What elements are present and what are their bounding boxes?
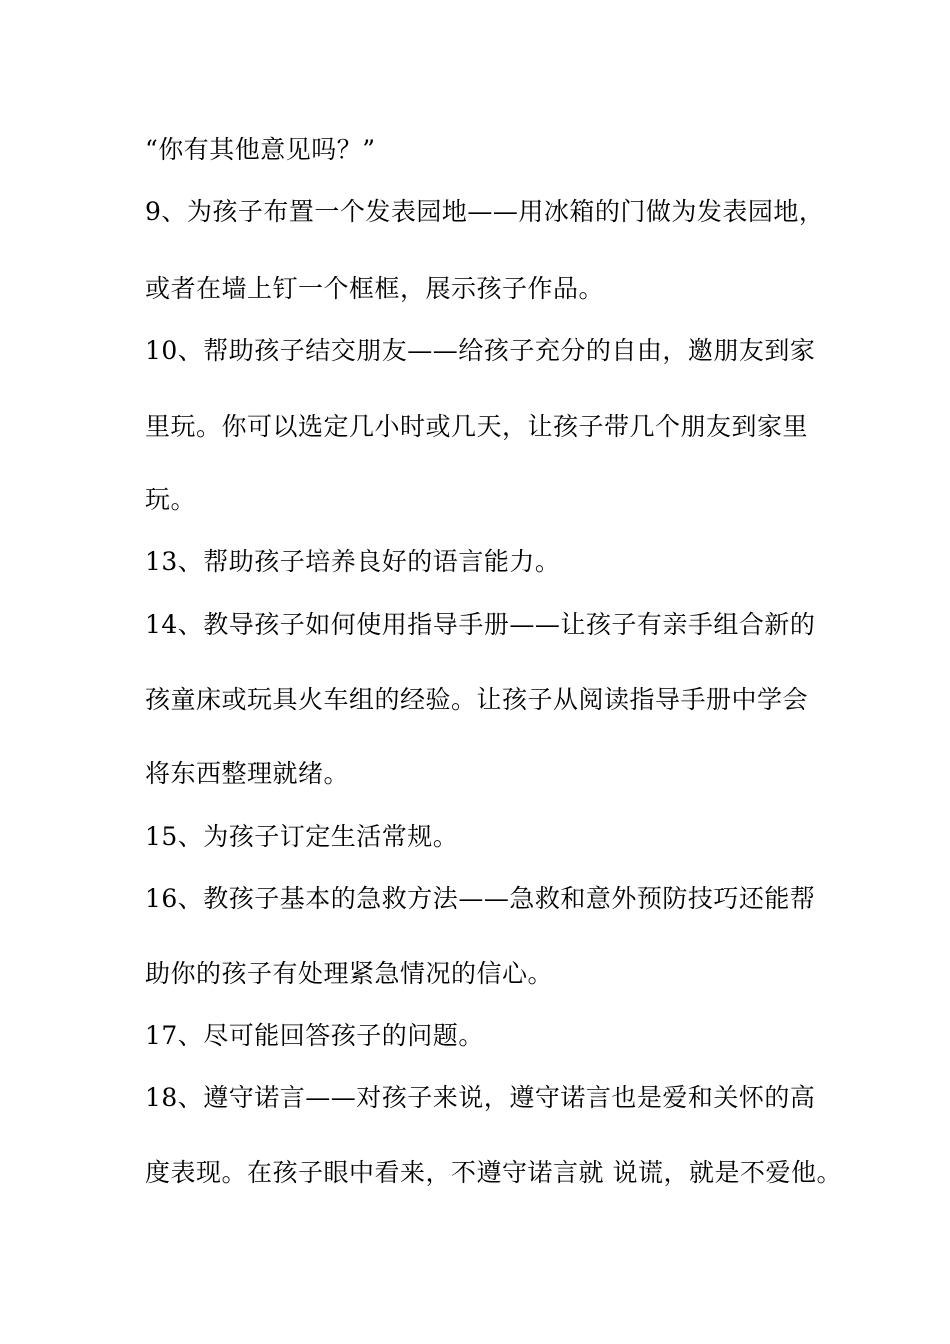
- text-line: 13、帮助孩子培养良好的语言能力。: [145, 547, 561, 576]
- text-line: 孩童床或玩具火车组的经验。让孩子从阅读指导手册中学会: [145, 685, 809, 714]
- text-line: 17、尽可能回答孩子的问题。: [145, 1021, 484, 1050]
- text-line: 助你的孩子有处理紧急情况的信心。: [145, 959, 554, 988]
- text-line: 9、为孩子布置一个发表园地——用冰箱的门做为发表园地，: [145, 197, 825, 226]
- text-line: 将东西整理就绪。: [145, 759, 350, 788]
- text-line: 16、教孩子基本的急救方法——急救和意外预防技巧还能帮: [145, 884, 816, 913]
- text-line: 玩。: [145, 485, 197, 514]
- text-line: 或者在墙上钉一个框框，展示孩子作品。: [145, 274, 605, 303]
- text-line: 18、遵守诺言——对孩子来说，遵守诺言也是爱和关怀的高: [145, 1083, 816, 1112]
- text-line: 里玩。你可以选定几小时或几天，让孩子带几个朋友到家里: [145, 412, 809, 441]
- text-line: “你有其他意见吗？”: [145, 135, 376, 164]
- text-line: 10、帮助孩子结交朋友——给孩子充分的自由，邀朋友到家: [145, 336, 816, 365]
- text-line: 度表现。在孩子眼中看来，不遵守诺言就 说谎，就是不爱他。: [145, 1158, 842, 1187]
- text-line: 15、为孩子订定生活常规。: [145, 822, 459, 851]
- text-line: 14、教导孩子如何使用指导手册——让孩子有亲手组合新的: [145, 610, 816, 639]
